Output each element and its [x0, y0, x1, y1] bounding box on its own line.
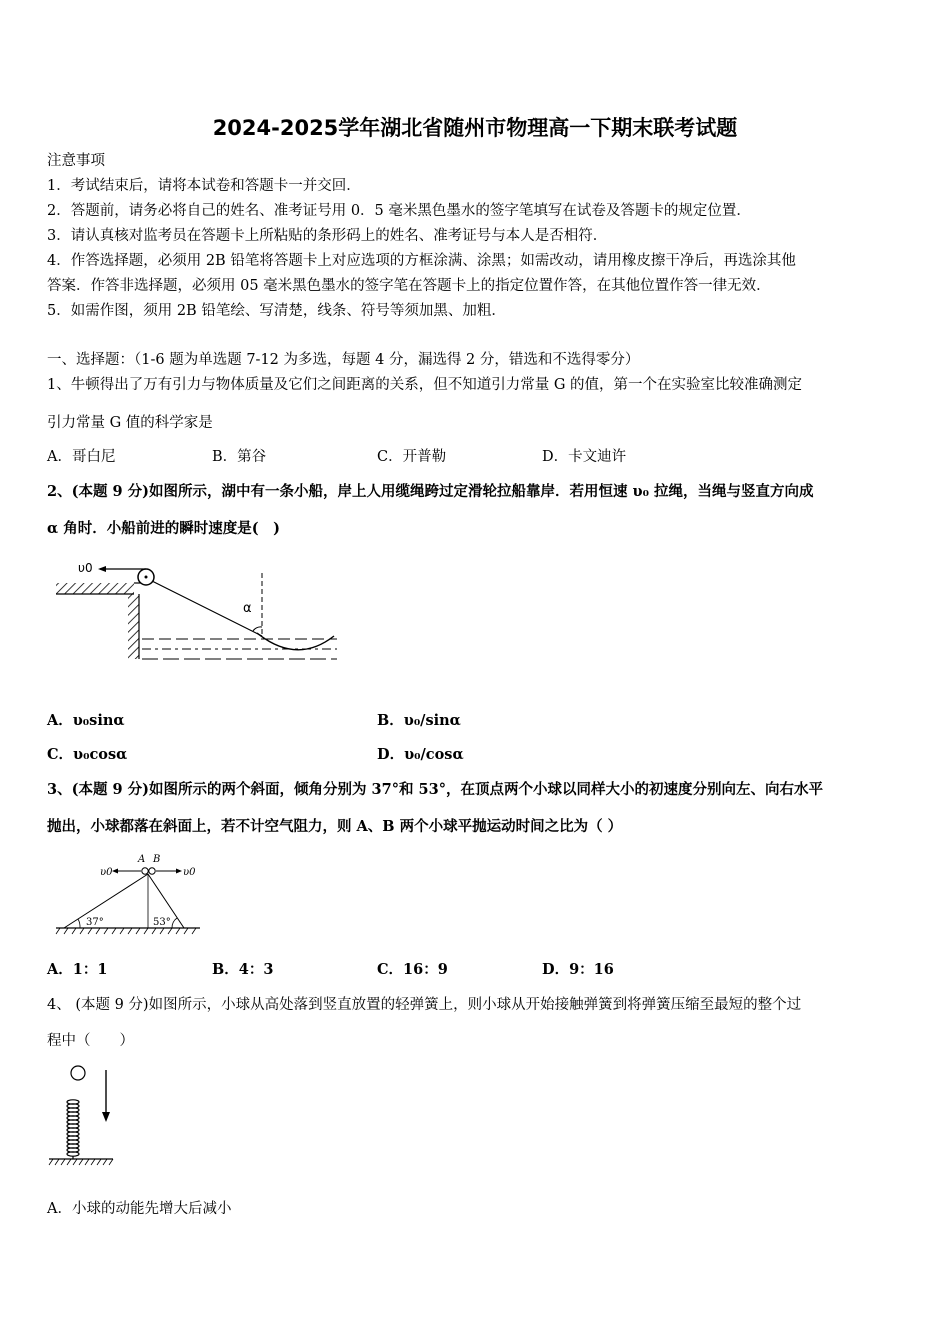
question-2-line-1: 2、(本题 9 分)如图所示，湖中有一条小船，岸上人用缆绳跨过定滑轮拉船靠岸．若用恒速 υ₀ 拉绳，当绳与竖直方向成 [47, 483, 814, 500]
arrow-right [176, 869, 182, 874]
v0-left-label: υ0 [100, 867, 113, 878]
v0-label: υ0 [78, 561, 93, 575]
shore-wall [128, 594, 139, 659]
ball-b [149, 868, 155, 874]
v0-right-label: υ0 [183, 867, 196, 878]
q2-option-a: A．υ₀sinα [47, 712, 125, 729]
question-4-line-2: 程中（ ） [47, 1033, 134, 1049]
question-2-line-2: α 角时．小船前进的瞬时速度是( ) [47, 520, 280, 537]
page-title: 2024-2025学年湖北省随州市物理高一下期末联考试题 [212, 116, 738, 140]
q1-option-a: A．哥白尼 [47, 449, 116, 465]
angle-37-label: 37° [86, 917, 104, 928]
q1-option-d: D．卡文迪许 [542, 449, 627, 465]
q1-option-c: C．开普勒 [377, 449, 447, 465]
question-1-line-1: 1、牛顿得出了万有引力与物体质量及它们之间距离的关系，但不知道引力常量 G 的值，第一个在实验室比较准确测定 [47, 377, 803, 393]
question-3-line-2: 抛出，小球都落在斜面上，若不计空气阻力，则 A、B 两个小球平抛运动时间之比为（ ） [47, 818, 623, 835]
question-3-line-1: 3、(本题 9 分)如图所示的两个斜面，倾角分别为 37°和 53°，在顶点两个小球以同样大小的初速度分别向左、向右水平 [47, 781, 823, 798]
q3-option-b: B．4：3 [212, 961, 274, 978]
q1-option-b: B．第谷 [212, 449, 267, 465]
spring [67, 1100, 79, 1156]
notice-heading: 注意事项 [47, 153, 105, 169]
angle-53-label: 53° [153, 917, 171, 928]
velocity-arrow [98, 566, 106, 572]
q3-option-d: D．9：16 [542, 961, 614, 978]
q2-option-b: B．υ₀/sinα [377, 712, 461, 729]
q4-option-a: A．小球的动能先增大后减小 [47, 1201, 232, 1217]
inclined-planes-figure [52, 848, 204, 936]
q2-option-d: D．υ₀/cosα [377, 746, 464, 763]
boat [257, 633, 334, 650]
q3-option-c: C．16：9 [377, 961, 448, 978]
notice-item-4-cont: 答案．作答非选择题，必须用 05 毫米黑色墨水的签字笔在答题卡上的指定位置作答，在其他位置作答一律无效． [47, 278, 771, 294]
notice-item-2: 2．答题前，请务必将自己的姓名、准考证号用 0．5 毫米黑色墨水的签字笔填写在试卷及答题卡的规定位置． [47, 203, 751, 219]
arrow-left [112, 869, 118, 874]
spring-ball-diagram [45, 1062, 117, 1170]
notice-item-5: 5．如需作图，须用 2B 铅笔绘、写清楚，线条、符号等须加黑、加粗． [47, 303, 506, 319]
ball-a [142, 868, 148, 874]
question-1-line-2: 引力常量 G 值的科学家是 [47, 415, 213, 431]
label-a: A [138, 854, 146, 865]
spring-ball-figure [45, 1062, 117, 1170]
boat-pulley-diagram [52, 555, 342, 670]
q3-option-a: A．1：1 [47, 961, 108, 978]
notice-item-1: 1．考试结束后，请将本试卷和答题卡一并交回． [47, 178, 361, 194]
boat-pulley-figure [52, 555, 342, 670]
shore-ground [56, 583, 134, 594]
notice-item-4: 4．作答选择题，必须用 2B 铅笔将答题卡上对应选项的方框涂满、涂黑；如需改动，请用橡皮擦干净后，再选涂其他 [47, 253, 796, 269]
notice-item-3: 3．请认真核对监考员在答题卡上所粘贴的条形码上的姓名、准考证号与本人是否相符． [47, 228, 608, 244]
ball [71, 1066, 85, 1080]
q2-option-c: C．υ₀cosα [47, 746, 128, 763]
inclined-planes-diagram [52, 848, 204, 936]
question-4-line-1: 4、 (本题 9 分)如图所示，小球从高处落到竖直放置的轻弹簧上，则小球从开始接触弹簧到将弹簧压缩至最短的整个过 [47, 997, 802, 1013]
label-b: B [153, 854, 161, 865]
alpha-label: α [243, 601, 252, 616]
section-heading: 一、选择题：（1-6 题为单选题 7-12 为多选，每题 4 分，漏选得 2 分，错选和不选得零分） [47, 352, 640, 368]
